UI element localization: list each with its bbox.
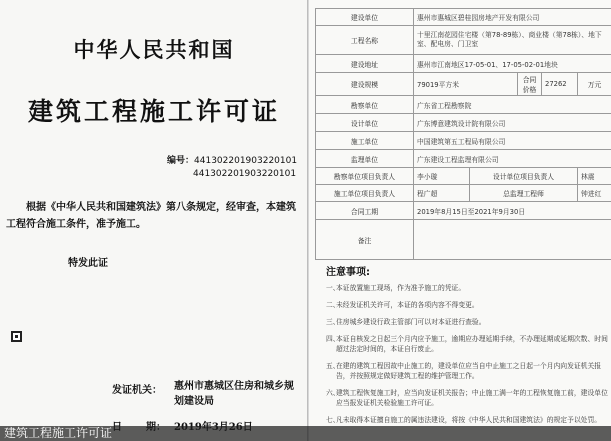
issuer-label: 发证机关： (112, 385, 162, 396)
country-heading: 中华人民共和国 (73, 37, 235, 62)
serial-label: 编号： (167, 156, 195, 166)
table-cell-value: 林震 (578, 168, 611, 185)
table-cell-value: 广东博意建筑设计院有限公司 (414, 114, 611, 132)
note-number: 一、 (326, 284, 340, 292)
list-item (326, 300, 608, 310)
note-number: 七、 (326, 416, 340, 424)
note-number: 四、 (326, 335, 340, 343)
note-number: 六、 (326, 389, 340, 397)
table-cell-label: 施工单位项目负责人 (316, 185, 414, 202)
notes-list (326, 283, 608, 432)
table-cell-label: 建设地址 (316, 55, 414, 73)
issuer-value: 惠州市惠城区住房和城乡规划建设局 (174, 381, 294, 407)
note-text: 住房城乡建设行政主管部门可以对本证进行查验。 (336, 318, 486, 326)
list-item (326, 334, 608, 354)
table-row (316, 9, 611, 26)
list-item (326, 415, 608, 425)
table-row (316, 185, 611, 202)
note-text: 凡未取得本证擅自施工的属违法建设，将按《中华人民共和国建筑法》的规定予以处罚。 (336, 416, 602, 424)
note-number: 三、 (326, 318, 340, 326)
list-item (326, 317, 608, 327)
table-cell-label: 设计单位项目负责人 (470, 168, 578, 185)
table-cell-label: 合同工期 (316, 202, 414, 220)
note-number: 五、 (326, 362, 340, 370)
note-number: 二、 (326, 301, 340, 309)
table-cell-value: 十里江南花园住宅楼（第78-89栋）、商业楼（第78栋）、地下室、配电房、门卫室 (414, 26, 611, 55)
table-cell-label: 勘察单位项目负责人 (316, 168, 414, 185)
table-cell-value: 广东省工程勘察院 (414, 96, 611, 114)
project-info-table (315, 8, 611, 260)
table-row (316, 96, 611, 114)
table-cell-label: 勘察单位 (316, 96, 414, 114)
note-text: 建筑工程恢复施工时，应当向发证机关报告；中止施工满一年的工程恢复施工前，建设单位应当报发证机关检验施工许可证。 (336, 389, 608, 407)
table-cell-label: 总监理工程师 (470, 185, 578, 202)
qr-code-icon (11, 331, 22, 342)
table-row (316, 114, 611, 132)
table-row (316, 150, 611, 168)
serial-number-1: 441302201903220101 (194, 156, 298, 166)
table-cell-value: 钟进红 (578, 185, 611, 202)
table-cell-value: 广东建设工程监理有限公司 (414, 150, 611, 168)
note-text: 本证自核发之日起三个月内应予施工，逾期应办理延期手续，不办理延期或延期次数、时间超过法定时间的，本证自行废止。 (336, 335, 608, 353)
table-cell-value: 中国建筑第五工程局有限公司 (414, 132, 611, 150)
table-cell-label: 建设单位 (316, 9, 414, 26)
certificate-back-page (309, 0, 611, 441)
table-cell-label: 监理单位 (316, 150, 414, 168)
table-cell-value: 李小璇 (414, 168, 470, 185)
table-cell-label: 建设规模 (316, 73, 414, 96)
table-row (316, 73, 611, 96)
note-text: 在建的建筑工程因故中止施工的，建设单位应当自中止施工之日起一个月内向发证机关报告，并按照规定做好建筑工程的维护管理工作。 (336, 362, 602, 380)
list-item (326, 388, 608, 408)
table-row (316, 26, 611, 55)
image-caption: 建筑工程施工许可证 (0, 426, 611, 441)
notes-title: 注意事项: (326, 267, 370, 278)
serial-number-2: 441302201903220101 (193, 169, 297, 179)
list-item (326, 283, 608, 293)
table-cell-label: 设计单位 (316, 114, 414, 132)
certificate-title: 建筑工程施工许可证 (27, 97, 280, 126)
table-cell-label: 合同价格 (518, 73, 542, 96)
table-cell-unit: 万元 (578, 73, 611, 96)
table-cell-value: 惠州市江南地区17-05-01、17-05-02-01地块 (414, 55, 611, 73)
table-row (316, 55, 611, 73)
approval-statement: 根据《中华人民共和国建筑法》第八条规定，经审查，本建筑工程符合施工条件，准予施工。 (6, 202, 296, 230)
table-cell-value: 27262 (542, 73, 578, 96)
table-cell-value: 79019平方米 (414, 73, 518, 96)
note-text: 未经发证机关许可，本证的各项内容不得变更。 (336, 301, 479, 309)
table-cell-value (414, 220, 611, 260)
table-cell-label: 工程名称 (316, 26, 414, 55)
table-cell-value: 2019年8月15日至2021年9月30日 (414, 202, 611, 220)
table-cell-value: 程广超 (414, 185, 470, 202)
table-cell-label: 施工单位 (316, 132, 414, 150)
table-row (316, 132, 611, 150)
list-item (326, 361, 608, 381)
table-cell-label: 备注 (316, 220, 414, 260)
serial-number (167, 155, 297, 181)
table-cell-value: 惠州市惠城区碧桂园房地产开发有限公司 (414, 9, 611, 26)
special-issue-text: 特发此证 (68, 258, 108, 269)
table-row (316, 202, 611, 220)
table-row (316, 220, 611, 260)
note-text: 本证放置施工现场，作为准予施工的凭证。 (336, 284, 466, 292)
table-row (316, 168, 611, 185)
